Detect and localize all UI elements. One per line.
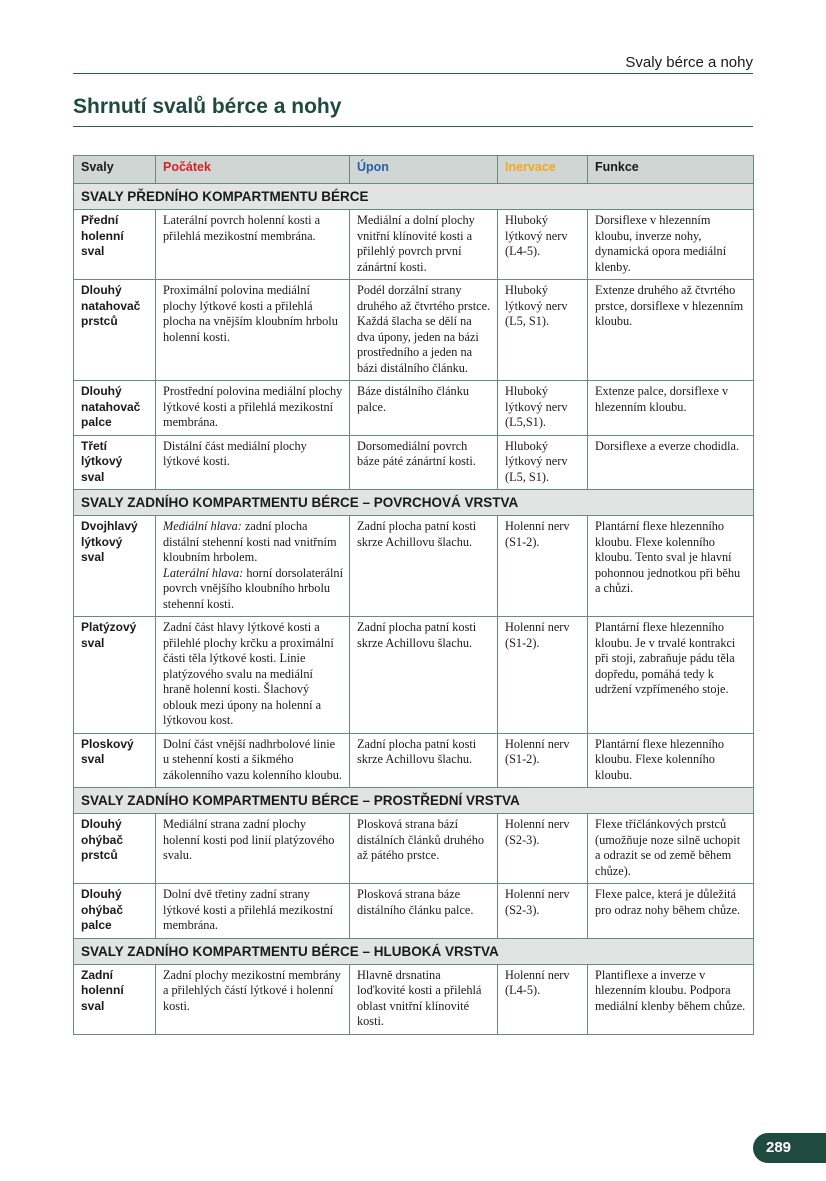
origin-cell: Mediální strana zadní plochy holenní kosti pod linií platýzového svalu. [156,814,350,884]
muscle-name: Třetí lýtkový sval [74,435,156,490]
origin-head-label: Mediální hlava: [163,519,242,533]
muscle-summary-table [73,155,754,1035]
muscle-name: Dlouhý ohýbač palce [74,884,156,939]
origin-head-text: horní dorsolaterální povrch vnějšího kloubního hrbolu stehenní kosti. [163,565,343,611]
table-row [74,733,754,788]
function-cell: Plantární flexe hlezenního kloubu. Flexe kolenního kloubu. [588,733,754,788]
origin-head-text: zadní plocha distální stehenní kosti nad vnitřním kloubním hrbolem. [163,519,337,564]
header-inervace: Inervace [498,156,588,184]
origin-cell: Dolní část vnější nadhrbolové linie u stehenní kosti a šikmého zákolenního vazu kolenního kloubu. [156,733,350,788]
origin-head-label: Laterální hlava: [163,565,244,580]
muscle-name: Dlouhý natahovač prstců [74,280,156,381]
function-cell: Flexe palce, která je důležitá pro odraz nohy během chůze. [588,884,754,939]
insertion-cell: Plosková strana báze distálního článku palce. [350,884,498,939]
table-row [74,814,754,884]
muscle-name: Dlouhý ohýbač prstců [74,814,156,884]
muscle-name: Dvojhlavý lýtkový sval [74,516,156,617]
page-title: Shrnutí svalů bérce a nohy [73,95,342,118]
section-title: SVALY ZADNÍHO KOMPARTMENTU BÉRCE – POVRCHOVÁ VRSTVA [74,490,754,516]
header-upon: Úpon [350,156,498,184]
function-cell: Flexe tříčlánkových prstců (umožňuje noze silně uchopit a odrazit se od země během chůze). [588,814,754,884]
table-row [74,381,754,436]
insertion-cell: Hlavně drsnatina loďkovité kosti a přilehlá oblast vnitřní klínovité kosti. [350,964,498,1034]
nerve-cell: Hluboký lýtkový nerv (L5,S1). [498,381,588,436]
nerve-cell: Hluboký lýtkový nerv (L5, S1). [498,435,588,490]
nerve-cell: Holenní nerv (S1-2). [498,733,588,788]
origin-cell: Zadní plochy mezikostní membrány a přilehlých částí lýtkové i holenní kosti. [156,964,350,1034]
insertion-cell: Zadní plocha patní kosti skrze Achillovu šlachu. [350,733,498,788]
table-row [74,884,754,939]
section-title: SVALY ZADNÍHO KOMPARTMENTU BÉRCE – PROSTŘEDNÍ VRSTVA [74,788,754,814]
origin-cell: Zadní část hlavy lýtkové kosti a přilehlé plochy krčku a proximální části těla lýtkové kosti. Linie platýzového svalu na mediální hraně holenní kosti. Šlachový oblouk mezi úpony na holenní a lýtkovou kost. [156,617,350,734]
insertion-cell: Dorsomediální povrch báze páté zánártní kosti. [350,435,498,490]
muscle-name: Dlouhý natahovač palce [74,381,156,436]
function-cell: Dorsiflexe a everze chodidla. [588,435,754,490]
nerve-cell: Holenní nerv (S2-3). [498,814,588,884]
muscle-name: Ploskový sval [74,733,156,788]
nerve-cell: Holenní nerv (S1-2). [498,516,588,617]
running-head: Svaly bérce a nohy [625,54,753,71]
section-row [74,490,754,516]
muscle-name: Zadní holenní sval [74,964,156,1034]
insertion-cell: Zadní plocha patní kosti skrze Achillovu šlachu. [350,617,498,734]
table-row [74,516,754,617]
origin-cell: Proximální polovina mediální plochy lýtkové kosti a přilehlá plocha na vnějším kloubním hrbolu holenní kosti. [156,280,350,381]
header-rule [73,73,753,74]
section-row [74,184,754,210]
table-row [74,617,754,734]
section-title: SVALY PŘEDNÍHO KOMPARTMENTU BÉRCE [74,184,754,210]
function-cell: Dorsiflexe v hlezenním kloubu, inverze nohy, dynamická opora mediální klenby. [588,210,754,280]
table-row [74,964,754,1034]
origin-cell: Dolní dvě třetiny zadní strany lýtkové kosti a přilehlá mezikostní membrána. [156,884,350,939]
origin-cell [156,516,350,617]
function-cell: Plantiflexe a inverze v hlezenním kloubu. Podpora mediální klenby během chůze. [588,964,754,1034]
function-cell: Plantární flexe hlezenního kloubu. Flexe kolenního kloubu. Tento sval je hlavní pohonnou jednotkou při běhu a chůzi. [588,516,754,617]
header-svaly: Svaly [74,156,156,184]
muscle-name: Přední holenní sval [74,210,156,280]
origin-cell: Laterální povrch holenní kosti a přilehlá mezikostní membrána. [156,210,350,280]
insertion-cell: Báze distálního článku palce. [350,381,498,436]
section-row [74,788,754,814]
insertion-cell: Podél dorzální strany druhého až čtvrtého prstce. Každá šlacha se dělí na dva úpony, jeden na bázi prostředního a jeden na bázi distálního článku. [350,280,498,381]
table-header-row [74,156,754,184]
nerve-cell: Holenní nerv (L4-5). [498,964,588,1034]
muscle-name: Platýzový sval [74,617,156,734]
header-pocatek: Počátek [156,156,350,184]
function-cell: Extenze druhého až čtvrtého prstce, dorsiflexe v hlezenním kloubu. [588,280,754,381]
nerve-cell: Holenní nerv (S1-2). [498,617,588,734]
insertion-cell: Mediální a dolní plochy vnitřní klínovité kosti a přilehlý povrch první zánártní kosti. [350,210,498,280]
nerve-cell: Hluboký lýtkový nerv (L5, S1). [498,280,588,381]
function-cell: Plantární flexe hlezenního kloubu. Je v trvalé kontrakci při stoji, zabraňuje pádu těla dopředu, pomáhá tedy k udržení vzpřímeného stoje. [588,617,754,734]
section-row [74,938,754,964]
function-cell: Extenze palce, dorsiflexe v hlezenním kloubu. [588,381,754,436]
nerve-cell: Hluboký lýtkový nerv (L4-5). [498,210,588,280]
title-rule [73,126,753,127]
header-funkce: Funkce [588,156,754,184]
insertion-cell: Plosková strana bází distálních článků druhého až pátého prstce. [350,814,498,884]
page-number: 289 [766,1139,792,1156]
nerve-cell: Holenní nerv (S2-3). [498,884,588,939]
origin-cell: Prostřední polovina mediální plochy lýtkové kosti a přilehlá mezikostní membrána. [156,381,350,436]
origin-cell: Distální část mediální plochy lýtkové kosti. [156,435,350,490]
table-row [74,280,754,381]
table-row [74,210,754,280]
insertion-cell: Zadní plocha patní kosti skrze Achillovu šlachu. [350,516,498,617]
table-row [74,435,754,490]
page-number-tab [753,1133,826,1163]
section-title: SVALY ZADNÍHO KOMPARTMENTU BÉRCE – HLUBOKÁ VRSTVA [74,938,754,964]
